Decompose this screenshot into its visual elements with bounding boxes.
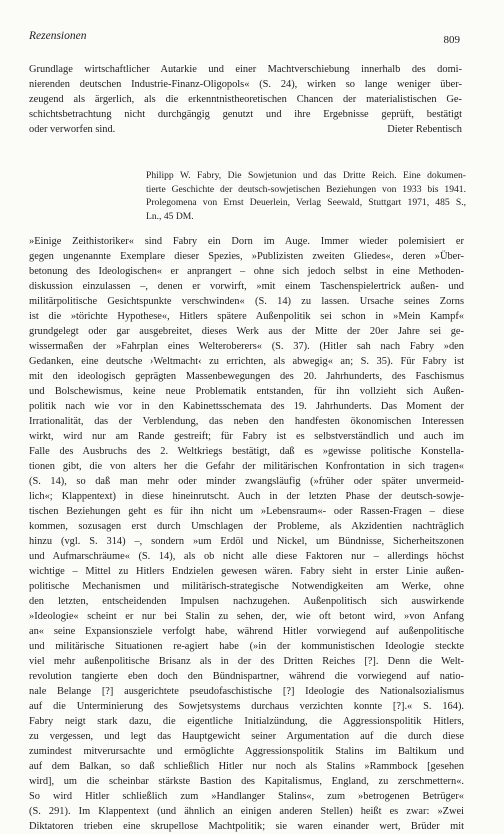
text-line: schichtsbetrachtung nicht durchgängig genutzt und ihre Ergebnisse geprüft, bestätigt [29,109,462,121]
text-line: wirkt, wird nur am Rande gestreift; für Fabry ist es selbstverständlich und auch im [29,431,464,442]
reference-line: Philipp W. Fabry, Die Sowjetunion und das Dritte Reich. Eine dokumen- [146,170,466,181]
text-line: tischen Beziehungen geht es für ihn nicht um »Lebensraum«- oder Rassen-Fragen – diese [29,506,464,517]
text-line: grundgelegt oder gar ausgebreitet, dieses Werk aus der Mitte der 20er Jahre sei ge- [29,326,464,337]
text-line: Grundlage wirtschaftlicher Autarkie und einer Machtverschiebung innerhalb des domi- [29,64,462,75]
text-line: Falle des Ausbruchs des 2. Weltkriegs bestätigt, daß es »gewisse politische Konstella- [29,446,464,457]
text-line: viel mehr außenpolitische Brisanz als in der des Dritten Reiches [?]. Denn die Welt- [29,656,464,667]
text-line: betonung des Ideologischen« er anprangert – ohne sich jedoch selbst in eine Methoden- [29,266,464,277]
text-line: Irrationalität, das der Verblendung, das neben den handfesten ökonomischen Interessen [29,416,464,427]
text-line: auf dem Balkan, so daß schließlich Hitler nur noch als Stalins »Rammbock [gesehen [29,761,464,772]
reviewer-signature: Dieter Rebentisch [387,124,462,136]
text-line: (S. 14), so daß man mehr oder minder zwangsläufig (»früher oder später unvermeid- [29,476,464,487]
text-line: nale Belange [?] ausgerichtete pseudofaschistische [?] Ideologie des Nationalsozialismus [29,686,464,697]
previous-review-ending [29,62,462,137]
text-line: lich«; Klappentext) in diese hineinrutscht. Auch in der letzten Phase der deutsch-sowje- [29,491,464,502]
text-line: und Aufmarschräume« (S. 14), als ob nicht alle diese Faktoren nur – allerdings höchst [29,551,464,562]
text-line: oder verworfen sind. [29,124,116,136]
text-line: zumindest mitverursachte und ermöglichte Aggressionspolitik Stalins im Baltikum und [29,746,464,757]
text-line: den letzten, entscheidenden Impulsen nachzugehen. Außenpolitisch sich auswirkende [29,596,464,607]
text-line: ist die »törichte Hypothese«, Hitlers spätere Außenpolitik sei schon in »Mein Kampf« [29,311,464,322]
reference-line: Ln., 45 DM. [146,210,194,222]
text-line: und Bolschewismus, keine neue Problematik entstanden, für ihn vollzieht sich Außen- [29,386,464,397]
book-reference [146,169,466,223]
text-line: wissermaßen der »Fahrplan eines Welteroberers« (S. 37). (Hitler sah nach Fabry »den [29,341,464,352]
text-line: auf die Unterminierung des Sowjetsystems durchaus verzichten konnte [?].« S. 164). [29,701,464,712]
text-line: zu vergessen, und legt das Hauptgewicht seiner Argumentation auf die durch diese [29,731,464,742]
page-number: 809 [443,34,460,46]
text-line: an« seine Expansionsziele verfolgt habe, während Hitler vorwiegend auf außenpolitische [29,626,464,637]
running-head: Rezensionen [29,30,87,42]
text-line: Gedanken, eine deutsche ›Weltmacht‹ zu errichten, als abwegig« an; S. 35). Für Fabry ist [29,356,464,367]
text-line: mit den ideologisch geprägten Massenbewegungen des 20. Jahrhunderts, des Faschismus [29,371,464,382]
reference-line: Prolegomena von Ernst Deuerlein, Verlag Seewald, Stuttgart 1971, 485 S., [146,197,466,208]
text-line: »Einige Zeithistoriker« sind Fabry ein Dorn im Auge. Immer wieder polemisiert er [29,236,464,247]
text-line: revolution tangierte eben doch den Bündnispartner, während die vorwiegend auf natio- [29,671,464,682]
text-line: politik nach wie vor in den Kabinettsschemata des 19. Jahrhunderts. Das Moment der [29,401,464,412]
text-line: zeugend als ärgerlich, als die erkenntnistheoretischen Chancen der materialistischen Ge- [29,94,462,106]
text-line: und militärische Situationen re-agiert habe (»in der kommunistischen Ideologie steckte [29,641,464,652]
text-line: hinzu (vgl. S. 314) –, sondern »um Erdöl und Nickel, um Bündnisse, Sicherheitszonen [29,536,464,547]
text-line: nierenden deutschen Industrie-Finanz-Oligopols« (S. 24), wirken so lange weniger über- [29,79,462,91]
text-line: Fabry neigt stark dazu, die eigentliche Initialzündung, die Aggressionspolitik Hitlers, [29,716,464,727]
text-line: diskussion einzulassen –, denen er vorwirft, »mit einem Taschenspielertrick außen- und [29,281,464,292]
reference-line: tierte Geschichte der deutsch-sowjetischen Beziehungen von 1933 bis 1941. [146,183,466,195]
text-line: politische Mechanismen und militärisch-strategische Notwendigkeiten am Werke, ohne [29,581,464,592]
text-line: wird], um die scheinbar stärkste Bastion des Kapitalismus, England, zu zerschmettern«. [29,776,464,787]
text-line: tionen gibt, die von alters her die Gefahr der militärischen Konfrontation in sich tragen« [29,461,464,472]
text-line: Diktatoren trieben eine skrupellose Machtpolitik; sie waren einander wert, Brüder mit [29,821,464,832]
text-line: wichtige – Mittel zu Hitlers Endzielen gewesen wären. Fabry sieht in erster Linie außen- [29,566,464,577]
text-line: gegen ungenannte Exemplare dieser Spezies, »Publizisten zweiten Gliedes«, deren »Über- [29,251,464,262]
review-body [29,234,464,834]
page-header [29,30,460,48]
text-line: kommen, sozusagen erst durch Umschlagen der Probleme, als Akzidentien nachträglich [29,521,464,532]
text-line: militärpolitische Gesichtspunkte verschwinden« (S. 14) zu lassen. Ursache seines Zorns [29,296,464,307]
text-line: So wird Hitler schließlich zum »Handlanger Stalins«, zum »betrogenen Betrüger« [29,791,464,802]
text-line: »Ideologie« scheint er nur bei Stalin zu sehen, der, wie oft betont wird, »von Anfang [29,611,464,622]
text-line: (S. 291). Im Klappentext (und ähnlich an einigen anderen Stellen) heißt es zwar: »Zwei [29,806,464,817]
